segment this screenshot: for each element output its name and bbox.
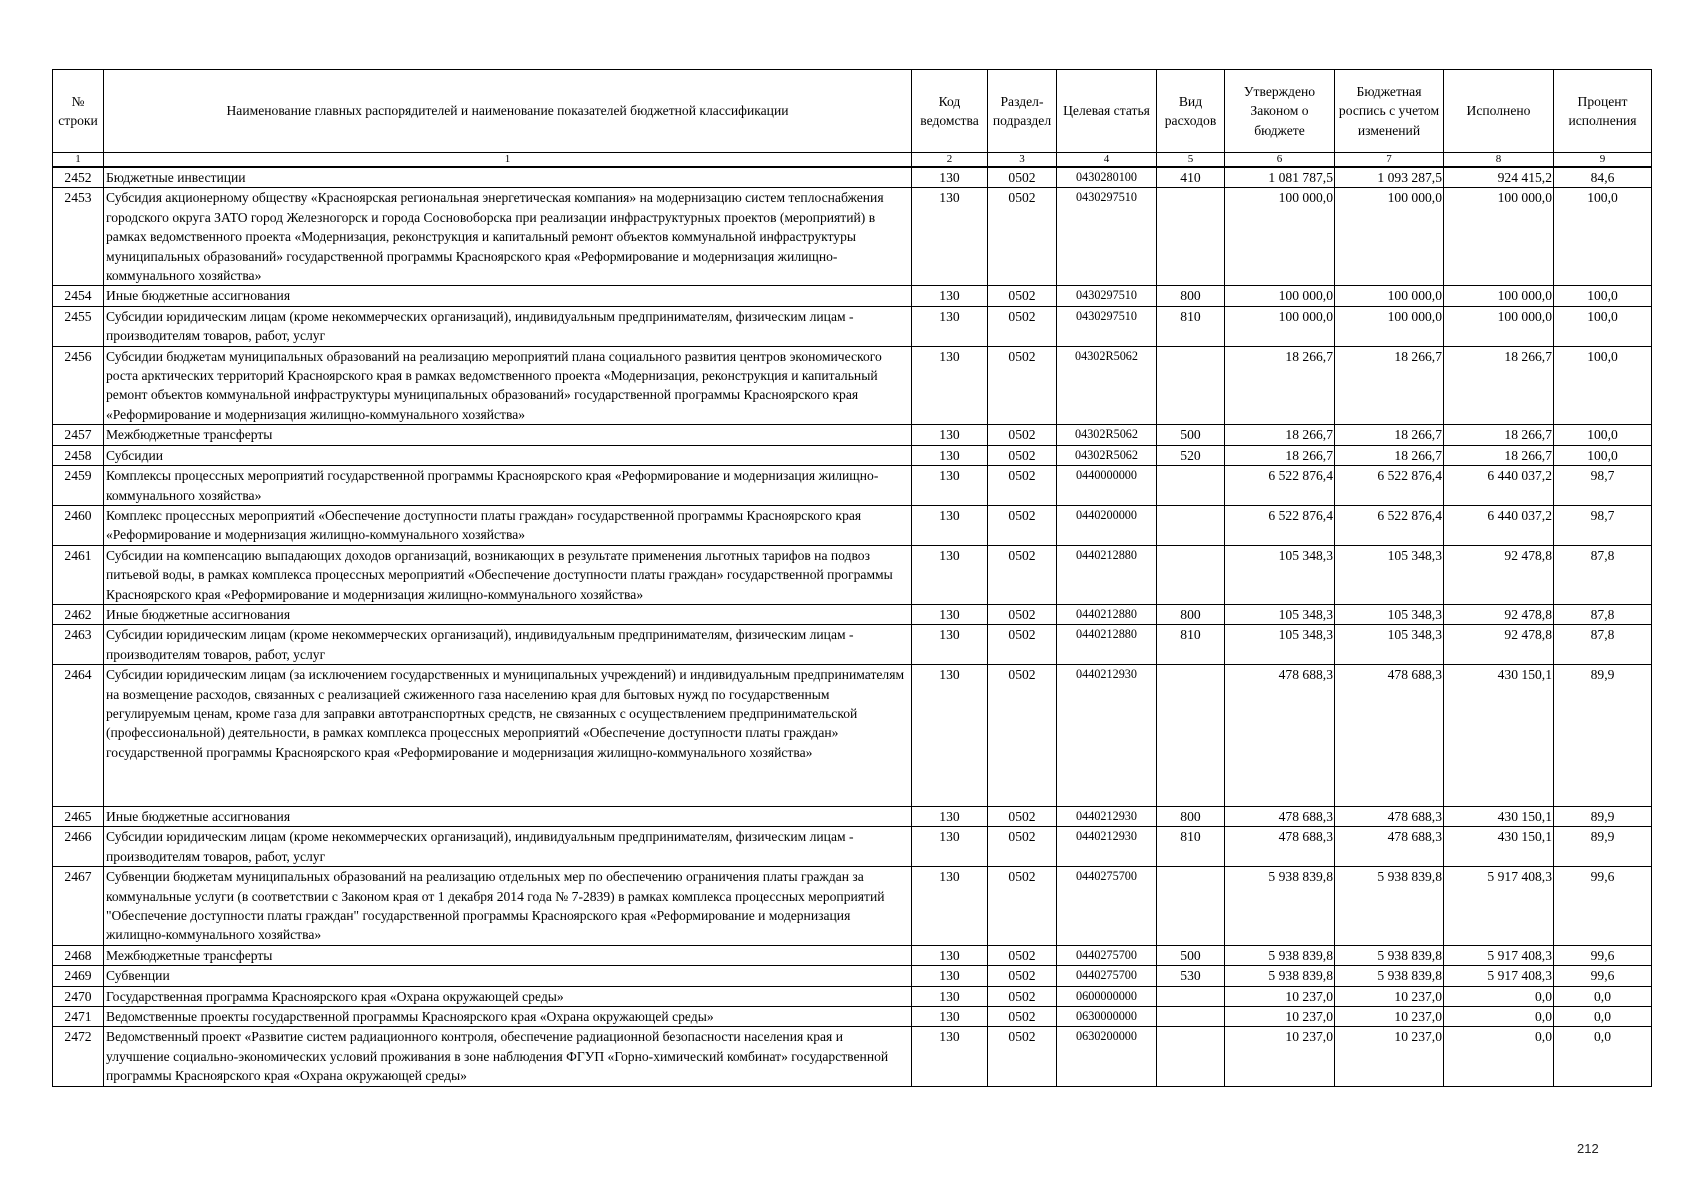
expense-kind — [1157, 986, 1225, 1006]
schedule-amount: 478 688,3 — [1335, 665, 1444, 807]
expense-kind — [1157, 1007, 1225, 1027]
table-row — [53, 625, 1652, 665]
section-code: 0502 — [988, 1027, 1057, 1086]
expense-kind — [1157, 346, 1225, 425]
approved-amount: 105 348,3 — [1225, 545, 1335, 604]
item-name: Ведомственные проекты государственной программы Красноярского края «Охрана окружающей среды» — [104, 1007, 912, 1027]
executed-amount: 0,0 — [1444, 986, 1554, 1006]
row-number: 2453 — [53, 188, 104, 286]
item-name: Бюджетные инвестиции — [104, 167, 912, 188]
target-article: 0440212930 — [1057, 806, 1157, 826]
executed-amount: 18 266,7 — [1444, 425, 1554, 445]
execution-percent: 100,0 — [1554, 188, 1652, 286]
approved-amount: 100 000,0 — [1225, 286, 1335, 306]
department-code: 130 — [912, 286, 988, 306]
section-code: 0502 — [988, 425, 1057, 445]
executed-amount: 92 478,8 — [1444, 604, 1554, 624]
department-code: 130 — [912, 625, 988, 665]
expense-kind: 800 — [1157, 604, 1225, 624]
executed-amount: 0,0 — [1444, 1007, 1554, 1027]
target-article: 0440212880 — [1057, 545, 1157, 604]
execution-percent: 87,8 — [1554, 625, 1652, 665]
department-code: 130 — [912, 167, 988, 188]
approved-amount: 1 081 787,5 — [1225, 167, 1335, 188]
department-code: 130 — [912, 966, 988, 986]
execution-percent: 100,0 — [1554, 306, 1652, 346]
table-header — [53, 70, 1652, 168]
section-code: 0502 — [988, 604, 1057, 624]
target-article: 04302R5062 — [1057, 425, 1157, 445]
execution-percent: 100,0 — [1554, 445, 1652, 465]
item-name: Комплекс процессных мероприятий «Обеспечение доступности платы граждан» государственной программы Красноярского края «Реформирование и модернизация жилищно-коммунального хозяйства» — [104, 505, 912, 545]
column-number: 7 — [1335, 153, 1444, 168]
department-code: 130 — [912, 545, 988, 604]
column-number: 3 — [988, 153, 1057, 168]
execution-percent: 99,6 — [1554, 945, 1652, 965]
section-code: 0502 — [988, 445, 1057, 465]
target-article: 0440212930 — [1057, 827, 1157, 867]
table-row — [53, 445, 1652, 465]
target-article: 0600000000 — [1057, 986, 1157, 1006]
execution-percent: 100,0 — [1554, 286, 1652, 306]
section-code: 0502 — [988, 1007, 1057, 1027]
schedule-amount: 5 938 839,8 — [1335, 945, 1444, 965]
table-row — [53, 167, 1652, 188]
item-name: Ведомственный проект «Развитие систем радиационного контроля, обеспечение радиационной безопасности населения края и улучшение социально-экономических условий проживания в зоне наблюдения ФГУП «Горно-химический комбинат» государственной программы Красноярского края «Охрана окружающей среды» — [104, 1027, 912, 1086]
execution-percent: 100,0 — [1554, 346, 1652, 425]
table-row — [53, 1007, 1652, 1027]
column-number: 8 — [1444, 153, 1554, 168]
target-article: 0430297510 — [1057, 286, 1157, 306]
row-number: 2461 — [53, 545, 104, 604]
header-target-article: Целевая статья — [1057, 70, 1157, 153]
item-name: Субсидии бюджетам муниципальных образований на реализацию мероприятий плана социального развития центров экономического роста арктических территорий Красноярского края в рамках ведомственного проекта «Модернизация, реконструкция и капитальный ремонт объектов коммунальной инфраструктуры муниципальных образований» государственной программы Красноярского края «Реформирование и модернизация жилищно-коммунального хозяйства» — [104, 346, 912, 425]
approved-amount: 5 938 839,8 — [1225, 966, 1335, 986]
target-article: 0440275700 — [1057, 945, 1157, 965]
execution-percent: 89,9 — [1554, 806, 1652, 826]
department-code: 130 — [912, 604, 988, 624]
item-name: Субвенции бюджетам муниципальных образований на реализацию отдельных мер по обеспечению ограничения платы граждан за коммунальные услуги (в соответствии с Законом края от 1 декабря 2014 года № 7-2839) в рамках комплекса процессных мероприятий "Обеспечение доступности платы граждан" государственной программы Красноярского края «Реформирование и модернизация жилищно-коммунального хозяйства» — [104, 867, 912, 946]
column-number: 2 — [912, 153, 988, 168]
table-row — [53, 966, 1652, 986]
approved-amount: 100 000,0 — [1225, 188, 1335, 286]
item-name: Иные бюджетные ассигнования — [104, 286, 912, 306]
executed-amount: 430 150,1 — [1444, 665, 1554, 807]
header-schedule: Бюджетная роспись с учетом изменений — [1335, 70, 1444, 153]
column-number: 6 — [1225, 153, 1335, 168]
expense-kind: 500 — [1157, 425, 1225, 445]
executed-amount: 92 478,8 — [1444, 545, 1554, 604]
expense-kind: 410 — [1157, 167, 1225, 188]
target-article: 0430297510 — [1057, 188, 1157, 286]
section-code: 0502 — [988, 545, 1057, 604]
department-code: 130 — [912, 445, 988, 465]
row-number: 2456 — [53, 346, 104, 425]
table-row — [53, 505, 1652, 545]
department-code: 130 — [912, 425, 988, 445]
item-name: Субсидии на компенсацию выпадающих доходов организаций, возникающих в результате применения льготных тарифов на подвоз питьевой воды, в рамках комплекса процессных мероприятий «Обеспечение доступности платы граждан» государственной программы Красноярского края «Реформирование и модернизация жилищно-коммунального хозяйства» — [104, 545, 912, 604]
item-name: Межбюджетные трансферты — [104, 425, 912, 445]
department-code: 130 — [912, 505, 988, 545]
section-code: 0502 — [988, 466, 1057, 506]
table-row — [53, 425, 1652, 445]
target-article: 0430280100 — [1057, 167, 1157, 188]
schedule-amount: 100 000,0 — [1335, 188, 1444, 286]
execution-percent: 84,6 — [1554, 167, 1652, 188]
section-code: 0502 — [988, 966, 1057, 986]
department-code: 130 — [912, 306, 988, 346]
item-name: Субсидии юридическим лицам (кроме некоммерческих организаций), индивидуальным предпринимателям, физическим лицам - производителям товаров, работ, услуг — [104, 827, 912, 867]
target-article: 0440212930 — [1057, 665, 1157, 807]
execution-percent: 89,9 — [1554, 827, 1652, 867]
item-name: Субсидии юридическим лицам (за исключением государственных и муниципальных учреждений) и индивидуальным предпринимателям на возмещение расходов, связанных с реализацией сжиженного газа населению края для бытовых нужд по государственным регулируемым ценам, кроме газа для заправки автотранспортных средств, не связанных с осуществлением предпринимательской (профессиональной) деятельности, в рамках комплекса процессных мероприятий «Обеспечение доступности платы граждан» государственной программы Красноярского края «Реформирование и модернизация жилищно-коммунального хозяйства» — [104, 665, 912, 807]
approved-amount: 5 938 839,8 — [1225, 867, 1335, 946]
execution-percent: 87,8 — [1554, 545, 1652, 604]
target-article: 0440200000 — [1057, 505, 1157, 545]
table-row — [53, 827, 1652, 867]
table-row — [53, 188, 1652, 286]
approved-amount: 105 348,3 — [1225, 625, 1335, 665]
row-number: 2452 — [53, 167, 104, 188]
executed-amount: 430 150,1 — [1444, 806, 1554, 826]
item-name: Межбюджетные трансферты — [104, 945, 912, 965]
row-number: 2470 — [53, 986, 104, 1006]
executed-amount: 5 917 408,3 — [1444, 966, 1554, 986]
schedule-amount: 100 000,0 — [1335, 286, 1444, 306]
column-number: 5 — [1157, 153, 1225, 168]
schedule-amount: 18 266,7 — [1335, 346, 1444, 425]
approved-amount: 478 688,3 — [1225, 665, 1335, 807]
table-row — [53, 306, 1652, 346]
department-code: 130 — [912, 986, 988, 1006]
target-article: 0440275700 — [1057, 966, 1157, 986]
section-code: 0502 — [988, 827, 1057, 867]
table-row — [53, 867, 1652, 946]
row-number: 2469 — [53, 966, 104, 986]
executed-amount: 100 000,0 — [1444, 188, 1554, 286]
section-code: 0502 — [988, 945, 1057, 965]
column-number: 9 — [1554, 153, 1652, 168]
row-number: 2460 — [53, 505, 104, 545]
approved-amount: 478 688,3 — [1225, 806, 1335, 826]
department-code: 130 — [912, 665, 988, 807]
row-number: 2465 — [53, 806, 104, 826]
row-number: 2455 — [53, 306, 104, 346]
expense-kind — [1157, 867, 1225, 946]
department-code: 130 — [912, 945, 988, 965]
expense-kind — [1157, 466, 1225, 506]
section-code: 0502 — [988, 806, 1057, 826]
department-code: 130 — [912, 188, 988, 286]
expense-kind: 520 — [1157, 445, 1225, 465]
header-approved: Утверждено Законом о бюджете — [1225, 70, 1335, 153]
schedule-amount: 1 093 287,5 — [1335, 167, 1444, 188]
row-number: 2459 — [53, 466, 104, 506]
expense-kind: 800 — [1157, 806, 1225, 826]
executed-amount: 18 266,7 — [1444, 445, 1554, 465]
expense-kind: 800 — [1157, 286, 1225, 306]
execution-percent: 0,0 — [1554, 1007, 1652, 1027]
execution-percent: 98,7 — [1554, 466, 1652, 506]
table-row — [53, 1027, 1652, 1086]
item-name: Субсидии юридическим лицам (кроме некоммерческих организаций), индивидуальным предпринимателям, физическим лицам - производителям товаров, работ, услуг — [104, 625, 912, 665]
row-number: 2464 — [53, 665, 104, 807]
schedule-amount: 105 348,3 — [1335, 545, 1444, 604]
schedule-amount: 6 522 876,4 — [1335, 505, 1444, 545]
row-number: 2458 — [53, 445, 104, 465]
row-number: 2457 — [53, 425, 104, 445]
executed-amount: 6 440 037,2 — [1444, 505, 1554, 545]
item-name: Иные бюджетные ассигнования — [104, 604, 912, 624]
expense-kind — [1157, 665, 1225, 807]
table-row — [53, 466, 1652, 506]
header-name: Наименование главных распорядителей и наименование показателей бюджетной классификации — [104, 70, 912, 153]
header-row-number: № строки — [53, 70, 104, 153]
target-article: 0630200000 — [1057, 1027, 1157, 1086]
item-name: Субсидии — [104, 445, 912, 465]
table-row — [53, 286, 1652, 306]
expense-kind: 810 — [1157, 827, 1225, 867]
row-number: 2466 — [53, 827, 104, 867]
row-number: 2471 — [53, 1007, 104, 1027]
column-number-row — [53, 153, 1652, 168]
execution-percent: 0,0 — [1554, 1027, 1652, 1086]
approved-amount: 10 237,0 — [1225, 1027, 1335, 1086]
schedule-amount: 478 688,3 — [1335, 806, 1444, 826]
target-article: 04302R5062 — [1057, 346, 1157, 425]
approved-amount: 100 000,0 — [1225, 306, 1335, 346]
column-number: 1 — [53, 153, 104, 168]
expense-kind — [1157, 545, 1225, 604]
schedule-amount: 6 522 876,4 — [1335, 466, 1444, 506]
schedule-amount: 5 938 839,8 — [1335, 966, 1444, 986]
table-row — [53, 665, 1652, 807]
approved-amount: 6 522 876,4 — [1225, 505, 1335, 545]
row-number: 2472 — [53, 1027, 104, 1086]
table-row — [53, 346, 1652, 425]
schedule-amount: 100 000,0 — [1335, 306, 1444, 346]
section-code: 0502 — [988, 986, 1057, 1006]
execution-percent: 98,7 — [1554, 505, 1652, 545]
expense-kind — [1157, 188, 1225, 286]
schedule-amount: 18 266,7 — [1335, 425, 1444, 445]
item-name: Субсидии юридическим лицам (кроме некоммерческих организаций), индивидуальным предпринимателям, физическим лицам - производителям товаров, работ, услуг — [104, 306, 912, 346]
executed-amount: 100 000,0 — [1444, 306, 1554, 346]
approved-amount: 6 522 876,4 — [1225, 466, 1335, 506]
target-article: 0440212880 — [1057, 625, 1157, 665]
executed-amount: 100 000,0 — [1444, 286, 1554, 306]
table-body — [53, 167, 1652, 1086]
schedule-amount: 105 348,3 — [1335, 604, 1444, 624]
row-number: 2454 — [53, 286, 104, 306]
section-code: 0502 — [988, 286, 1057, 306]
page-number: 212 — [1577, 1141, 1599, 1156]
approved-amount: 18 266,7 — [1225, 346, 1335, 425]
header-percent: Процент исполнения — [1554, 70, 1652, 153]
target-article: 0440275700 — [1057, 867, 1157, 946]
executed-amount: 0,0 — [1444, 1027, 1554, 1086]
section-code: 0502 — [988, 665, 1057, 807]
executed-amount: 6 440 037,2 — [1444, 466, 1554, 506]
executed-amount: 5 917 408,3 — [1444, 867, 1554, 946]
column-number: 1 — [104, 153, 912, 168]
item-name: Иные бюджетные ассигнования — [104, 806, 912, 826]
execution-percent: 99,6 — [1554, 966, 1652, 986]
execution-percent: 89,9 — [1554, 665, 1652, 807]
expense-kind: 810 — [1157, 306, 1225, 346]
expense-kind — [1157, 1027, 1225, 1086]
item-name: Субсидия акционерному обществу «Красноярская региональная энергетическая компания» на модернизацию систем теплоснабжения городского округа ЗАТО город Железногорск и города Сосновоборска при реализации инфраструктурных проектов (мероприятий) в рамках ведомственного проекта «Модернизация, реконструкция и капитальный ремонт объектов коммунальной инфраструктуры муниципальных образований» государственной программы Красноярского края «Реформирование и модернизация жилищно-коммунального хозяйства» — [104, 188, 912, 286]
row-number: 2463 — [53, 625, 104, 665]
approved-amount: 18 266,7 — [1225, 425, 1335, 445]
section-code: 0502 — [988, 167, 1057, 188]
executed-amount: 18 266,7 — [1444, 346, 1554, 425]
section-code: 0502 — [988, 867, 1057, 946]
expense-kind: 810 — [1157, 625, 1225, 665]
item-name: Комплексы процессных мероприятий государственной программы Красноярского края «Реформирование и модернизация жилищно-коммунального хозяйства» — [104, 466, 912, 506]
table-row — [53, 604, 1652, 624]
section-code: 0502 — [988, 346, 1057, 425]
executed-amount: 5 917 408,3 — [1444, 945, 1554, 965]
department-code: 130 — [912, 806, 988, 826]
header-expense-kind: Вид расходов — [1157, 70, 1225, 153]
table-row — [53, 945, 1652, 965]
target-article: 04302R5062 — [1057, 445, 1157, 465]
schedule-amount: 18 266,7 — [1335, 445, 1444, 465]
executed-amount: 924 415,2 — [1444, 167, 1554, 188]
table-row — [53, 545, 1652, 604]
department-code: 130 — [912, 466, 988, 506]
schedule-amount: 10 237,0 — [1335, 1027, 1444, 1086]
header-department-code: Код ведомства — [912, 70, 988, 153]
department-code: 130 — [912, 346, 988, 425]
section-code: 0502 — [988, 625, 1057, 665]
target-article: 0430297510 — [1057, 306, 1157, 346]
expense-kind: 500 — [1157, 945, 1225, 965]
column-number: 4 — [1057, 153, 1157, 168]
approved-amount: 105 348,3 — [1225, 604, 1335, 624]
expense-kind: 530 — [1157, 966, 1225, 986]
executed-amount: 92 478,8 — [1444, 625, 1554, 665]
department-code: 130 — [912, 1007, 988, 1027]
section-code: 0502 — [988, 505, 1057, 545]
row-number: 2462 — [53, 604, 104, 624]
schedule-amount: 10 237,0 — [1335, 1007, 1444, 1027]
execution-percent: 87,8 — [1554, 604, 1652, 624]
section-code: 0502 — [988, 306, 1057, 346]
schedule-amount: 105 348,3 — [1335, 625, 1444, 665]
row-number: 2467 — [53, 867, 104, 946]
approved-amount: 18 266,7 — [1225, 445, 1335, 465]
header-section: Раздел-подраздел — [988, 70, 1057, 153]
target-article: 0440000000 — [1057, 466, 1157, 506]
target-article: 0630000000 — [1057, 1007, 1157, 1027]
approved-amount: 5 938 839,8 — [1225, 945, 1335, 965]
approved-amount: 10 237,0 — [1225, 986, 1335, 1006]
execution-percent: 0,0 — [1554, 986, 1652, 1006]
execution-percent: 100,0 — [1554, 425, 1652, 445]
department-code: 130 — [912, 867, 988, 946]
header-executed: Исполнено — [1444, 70, 1554, 153]
approved-amount: 478 688,3 — [1225, 827, 1335, 867]
approved-amount: 10 237,0 — [1225, 1007, 1335, 1027]
execution-percent: 99,6 — [1554, 867, 1652, 946]
schedule-amount: 5 938 839,8 — [1335, 867, 1444, 946]
table-row — [53, 986, 1652, 1006]
target-article: 0440212880 — [1057, 604, 1157, 624]
schedule-amount: 478 688,3 — [1335, 827, 1444, 867]
executed-amount: 430 150,1 — [1444, 827, 1554, 867]
section-code: 0502 — [988, 188, 1057, 286]
item-name: Государственная программа Красноярского края «Охрана окружающей среды» — [104, 986, 912, 1006]
department-code: 130 — [912, 827, 988, 867]
row-number: 2468 — [53, 945, 104, 965]
expense-kind — [1157, 505, 1225, 545]
department-code: 130 — [912, 1027, 988, 1086]
item-name: Субвенции — [104, 966, 912, 986]
budget-table — [52, 69, 1652, 1087]
table-row — [53, 806, 1652, 826]
schedule-amount: 10 237,0 — [1335, 986, 1444, 1006]
